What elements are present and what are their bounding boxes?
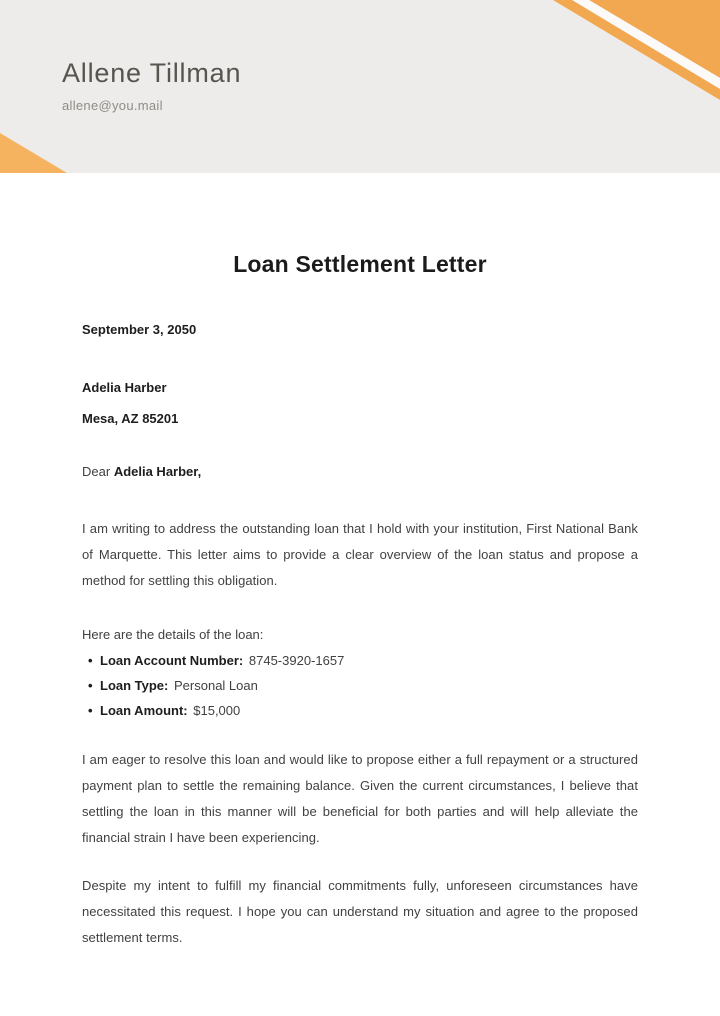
- detail-value: $15,000: [193, 703, 241, 718]
- recipient-name: Adelia Harber: [82, 380, 167, 395]
- letter-body: [0, 249, 720, 951]
- bullet-icon: •: [88, 703, 93, 718]
- detail-label: Loan Amount:: [100, 703, 188, 718]
- corner-decoration-bottom-left-triangle: [0, 133, 67, 173]
- loan-details-intro: Here are the details of the loan:: [82, 627, 264, 642]
- detail-value: 8745-3920-1657: [248, 653, 345, 668]
- letter-date: September 3, 2050: [82, 322, 197, 337]
- recipient-address: Mesa, AZ 85201: [82, 411, 179, 426]
- loan-detail-item-account-number: [82, 648, 638, 673]
- bullet-icon: •: [88, 678, 93, 693]
- paragraph-loan-overview: I am writing to address the outstanding loan that I hold with your institution, First National Bank of Marquette. This letter aims to provide a clear overview of the loan status and propose a method for settling this obligation.: [82, 521, 638, 588]
- header-banner: [0, 0, 720, 173]
- salutation: [82, 463, 638, 481]
- loan-detail-item-amount: [82, 698, 638, 723]
- paragraph-settlement-proposal: I am eager to resolve this loan and would like to propose either a full repayment or a structured payment plan to settle the remaining balance. Given the current circumstances, I believe that settling the loan in this manner will be beneficial for both parties and will help alleviate the financial strain I have been experiencing.: [82, 752, 638, 845]
- letter-title: Loan Settlement Letter: [233, 251, 487, 277]
- salutation-prefix: Dear: [82, 464, 111, 479]
- loan-detail-item-type: [82, 673, 638, 698]
- salutation-recipient: Adelia Harber,: [113, 464, 202, 479]
- detail-label: Loan Type:: [100, 678, 169, 693]
- sender-identity: [62, 56, 241, 113]
- sender-name: Allene Tillman: [62, 58, 242, 88]
- sender-email: allene@you.mail: [62, 98, 163, 113]
- loan-details-list: [82, 648, 638, 723]
- paragraph-closing: Despite my intent to fulfill my financial commitments fully, unforeseen circumstances have necessitated this request. I hope you can understand my situation and agree to the proposed settlement terms.: [82, 878, 638, 945]
- bullet-icon: •: [88, 653, 93, 668]
- detail-label: Loan Account Number:: [100, 653, 244, 668]
- detail-value: Personal Loan: [174, 678, 258, 693]
